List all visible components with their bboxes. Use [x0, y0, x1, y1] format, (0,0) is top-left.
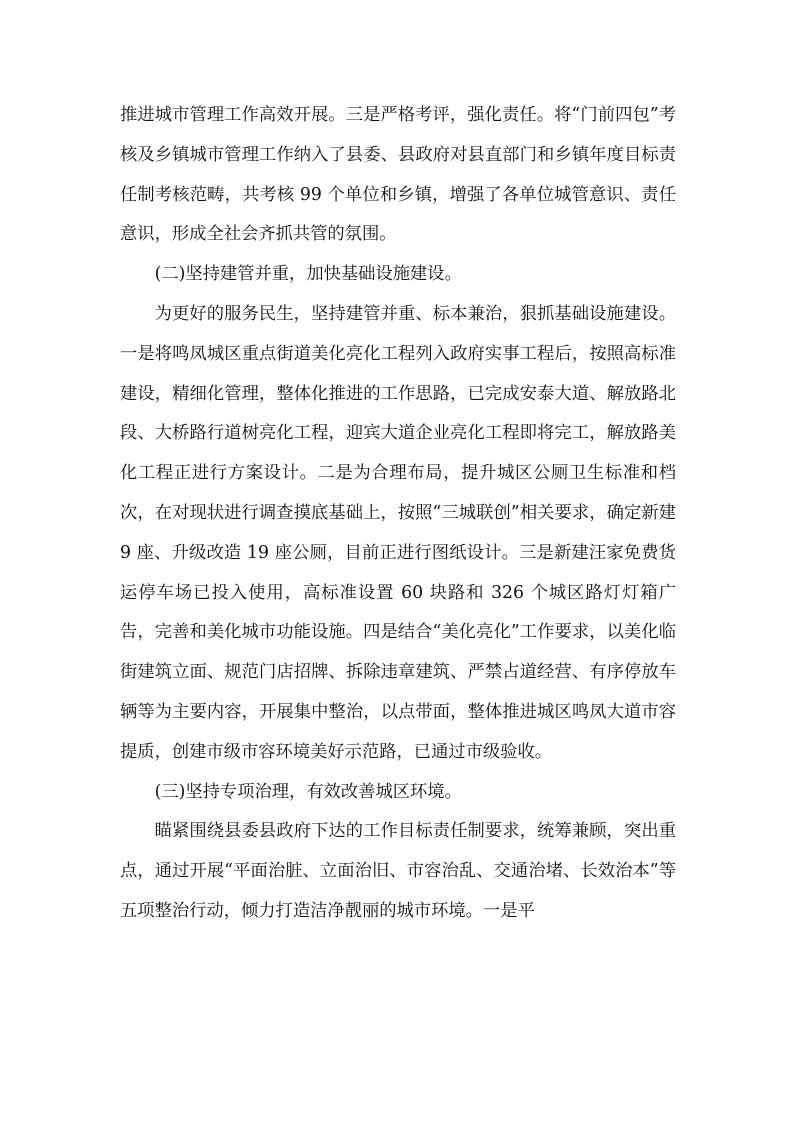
section-heading-2: (二)坚持建管并重，加快基础设施建设。	[154, 264, 462, 285]
body-paragraph-infrastructure: 为更好的服务民生，坚持建管并重、标本兼治，狠抓基础设施建设。一是将鸣凤城区重点街道美化亮化工程列入政府实事工程后，按照高标准建设，精细化管理，整体化推进的工作思路，已完成安泰大道、解放路北段、大桥路行道树亮化工程，迎宾大道企业亮化工程即将完工，解放路美化工程正进行方案设计。二是为合理布局，提升城区公厕卫生标准和档次，在对现状进行调查摸底基础上，按照“三城联创”相关要求，确定新建 9 座、升级改造 19 座公厕，目前正进行图纸设计。三是新建汪家免费货运停车场已投入使用，高标准设置 60 块路和 326 个城区路灯灯箱广告，完善和美化城市功能设施。四是结合“美化亮化”工作要求，以美化临街建筑立面、规范门店招牌、拆除违章建筑、严禁占道经营、有序停放车辆等为主要内容，开展集中整治，以点带面，整体推进城区鸣凤大道市容提质，创建市级市容环境美好示范路，已通过市级验收。	[120, 303, 676, 762]
section-heading-3: (三)坚持专项治理，有效改善城区环境。	[154, 781, 462, 802]
body-paragraph-continuation: 推进城市管理工作高效开展。三是严格考评，强化责任。将“门前四包”考核及乡镇城市管理工作纳入了县委、县政府对县直部门和乡镇年度目标责任制考核范畴，共考核 99 个单位和乡镇，增强了各单位城管意识、责任意识，形成全社会齐抓共管的氛围。	[120, 105, 676, 245]
body-paragraph-special-governance: 瞄紧围绕县委县政府下达的工作目标责任制要求，统筹兼顾，突出重点，通过开展“平面治脏、立面治旧、市容治乱、交通治堵、长效治本”等五项整治行动，倾力打造洁净靓丽的城市环境。一是平	[120, 821, 676, 921]
document-body	[120, 96, 676, 932]
